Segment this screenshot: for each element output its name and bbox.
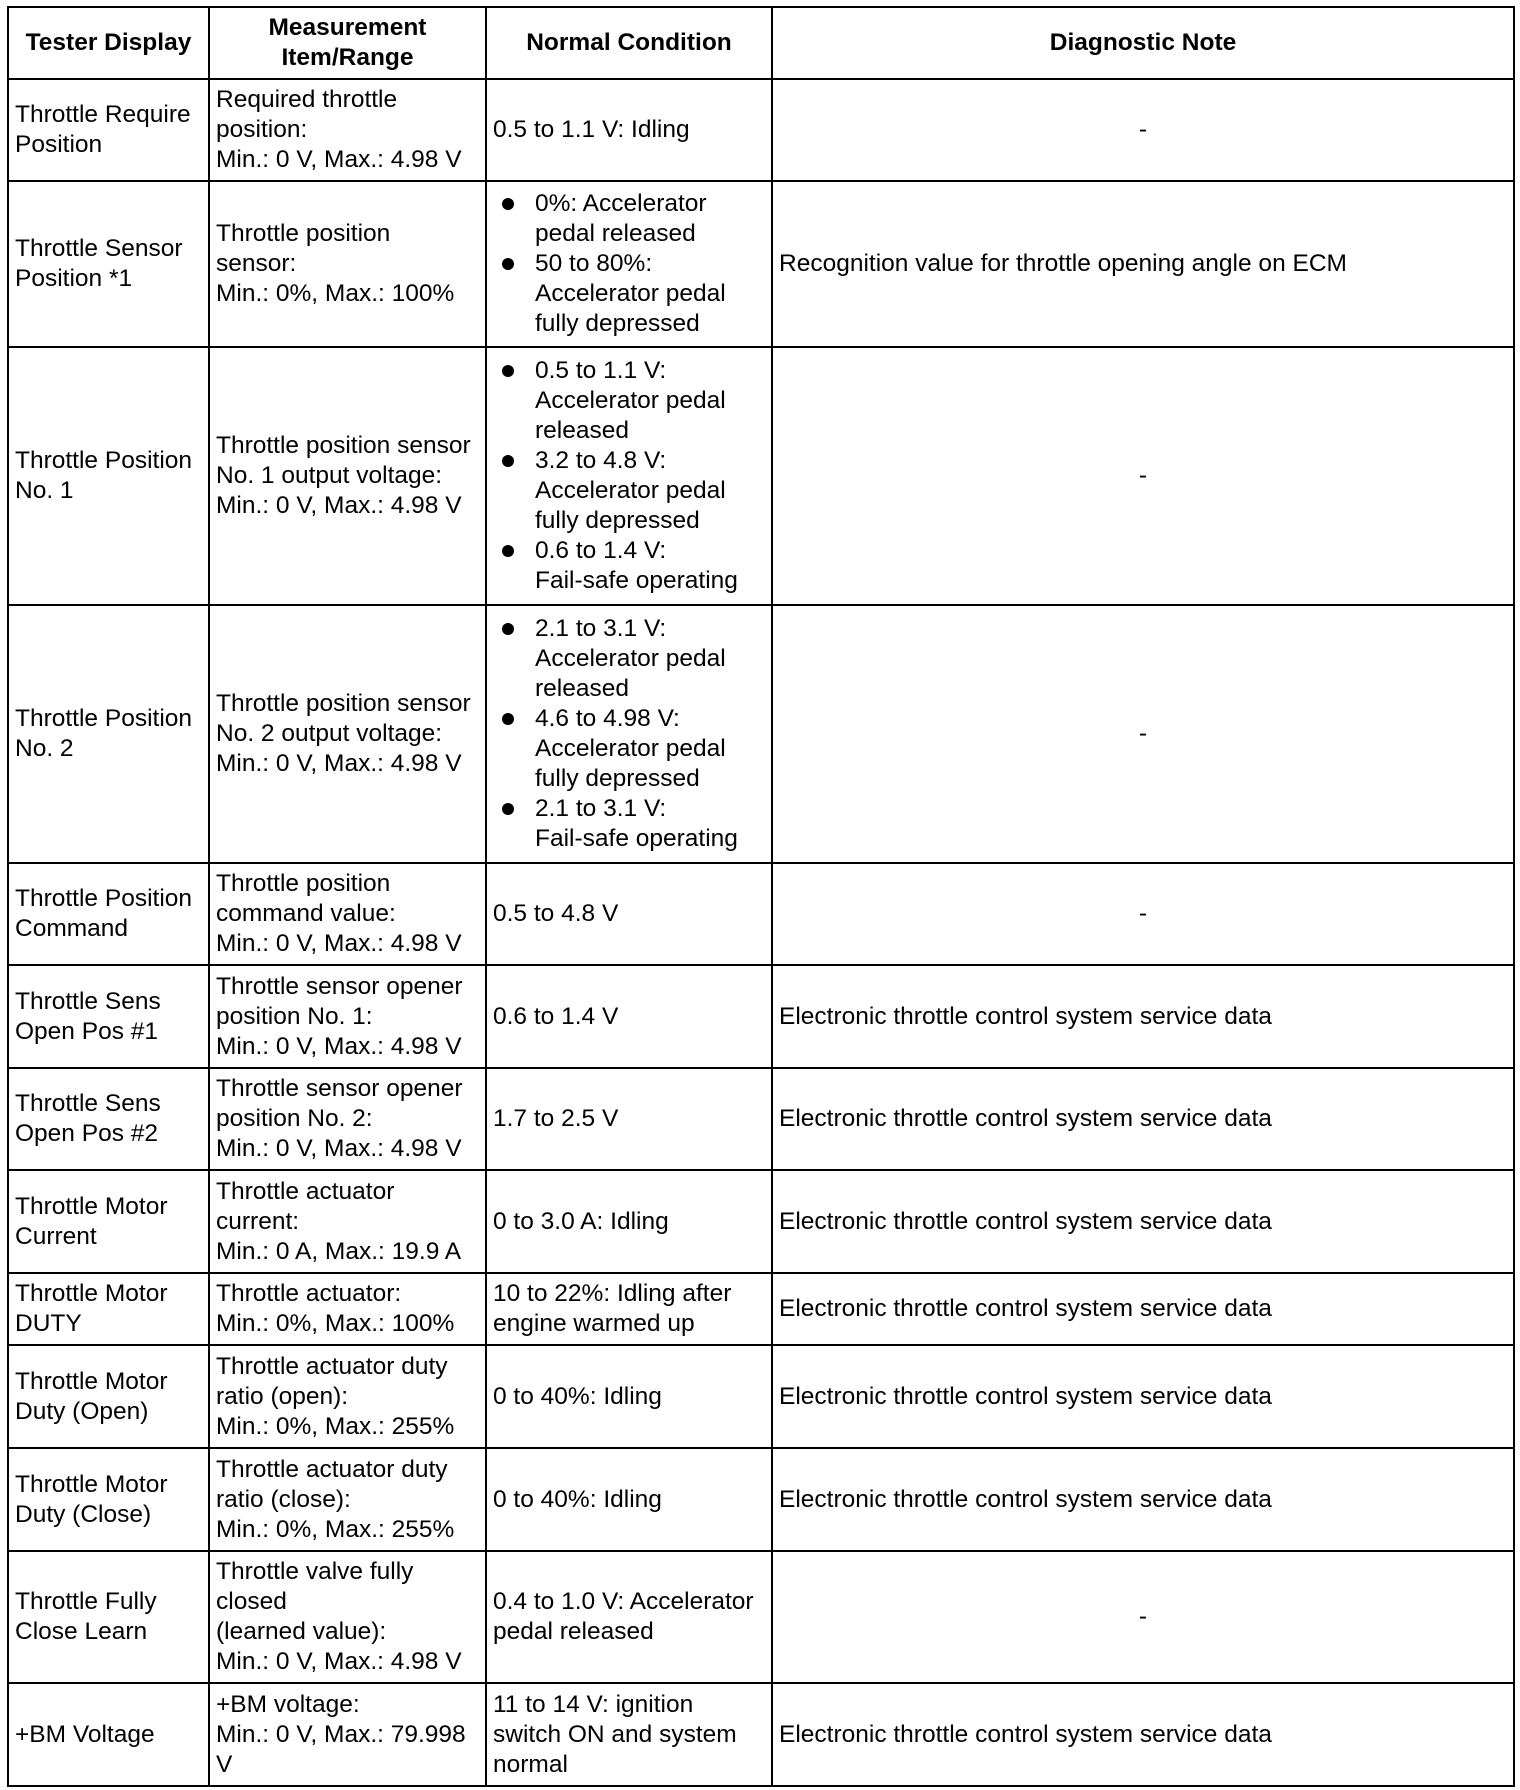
measurement-cell (209, 965, 486, 1068)
measurement-line: Throttle sensor opener (216, 972, 463, 1000)
condition-line: 2.1 to 3.1 V: (535, 795, 667, 822)
tester-display-line: Throttle Motor (15, 1192, 168, 1220)
diagnostic-note-cell: Recognition value for throttle opening angle on ECM (772, 181, 1514, 347)
normal-condition-cell (486, 181, 772, 347)
normal-condition-cell (486, 347, 772, 605)
condition-line: engine warmed up (493, 1310, 695, 1337)
measurement-line: Min.: 0 V, Max.: 4.98 V (216, 1032, 462, 1060)
tester-display-line: Duty (Close) (15, 1500, 152, 1528)
bullet-dot-icon (502, 545, 514, 557)
measurement-line: Throttle actuator duty (216, 1352, 448, 1380)
tester-display-cell (8, 863, 209, 965)
condition-bullet-item (487, 536, 765, 596)
measurement-line: current: (216, 1207, 300, 1235)
table-row (8, 1345, 1514, 1448)
condition-line: 0.6 to 1.4 V: (535, 537, 667, 564)
measurement-cell (209, 1448, 486, 1551)
header-diagnostic-note: Diagnostic Note (772, 7, 1514, 79)
normal-condition-cell: 0.5 to 4.8 V (486, 863, 772, 965)
tester-display-line: Throttle Position (15, 447, 193, 474)
tester-display-line: No. 2 (15, 735, 74, 762)
tester-display-line: Throttle Require (15, 101, 191, 128)
tester-display-line: Current (15, 1222, 97, 1250)
measurement-line: position No. 2: (216, 1105, 373, 1132)
diagnostic-note-cell: Electronic throttle control system service data (772, 1170, 1514, 1273)
measurement-line: Min.: 0 V, Max.: 4.98 V (216, 750, 462, 777)
measurement-line: No. 2 output voltage: (216, 720, 443, 747)
table-row (8, 1273, 1514, 1345)
condition-line: Accelerator pedal (535, 735, 726, 762)
measurement-line: (learned value): (216, 1618, 387, 1645)
condition-line: 3.2 to 4.8 V: (535, 447, 667, 474)
tester-display-line: Open Pos #1 (15, 1017, 159, 1045)
table-row (8, 1068, 1514, 1170)
measurement-line: Throttle position sensor (216, 690, 471, 717)
table-row (8, 965, 1514, 1068)
measurement-line: Throttle position sensor (216, 432, 471, 459)
header-measurement-line: Item/Range (281, 44, 414, 71)
measurement-line: command value: (216, 900, 396, 927)
measurement-line: Min.: 0%, Max.: 100% (216, 1310, 455, 1337)
measurement-line: +BM voltage: (216, 1690, 360, 1718)
condition-bullet-item (487, 446, 765, 536)
table-row (8, 863, 1514, 965)
measurement-line: ratio (close): (216, 1485, 351, 1513)
tester-display-cell (8, 605, 209, 863)
measurement-line: Min.: 0 V, Max.: 4.98 V (216, 146, 462, 173)
condition-line: 11 to 14 V: ignition (493, 1690, 694, 1718)
measurement-line: ratio (open): (216, 1382, 349, 1410)
measurement-line: Throttle actuator (216, 1177, 395, 1205)
measurement-cell (209, 79, 486, 181)
tester-display-line: Throttle Sensor (15, 235, 183, 262)
normal-condition-cell (486, 1273, 772, 1345)
measurement-line: Min.: 0 V, Max.: 4.98 V (216, 930, 462, 957)
tester-display-line: Duty (Open) (15, 1397, 149, 1425)
condition-bullet-item (487, 356, 765, 446)
tester-display-cell (8, 1068, 209, 1170)
bullet-dot-icon (502, 455, 514, 467)
measurement-line: sensor: (216, 250, 297, 277)
tester-display-cell (8, 1273, 209, 1345)
tester-display-line: Throttle Motor (15, 1280, 168, 1307)
condition-line: Accelerator pedal (535, 387, 726, 414)
condition-line: fully depressed (535, 507, 700, 534)
condition-line: switch ON and system (493, 1720, 737, 1748)
measurement-line: position No. 1: (216, 1002, 373, 1030)
measurement-line: Min.: 0%, Max.: 100% (216, 280, 455, 307)
tester-display-line: Command (15, 915, 129, 942)
tester-display-line: Open Pos #2 (15, 1120, 159, 1147)
diagnostic-note-cell: - (772, 79, 1514, 181)
measurement-cell (209, 863, 486, 965)
condition-line: 2.1 to 3.1 V: (535, 615, 667, 642)
tester-display-line: Throttle Motor (15, 1470, 168, 1498)
header-tester-display: Tester Display (8, 7, 209, 79)
measurement-line: No. 1 output voltage: (216, 462, 443, 489)
measurement-cell (209, 1273, 486, 1345)
header-normal-condition: Normal Condition (486, 7, 772, 79)
condition-line: released (535, 417, 629, 444)
tester-display-cell (8, 1551, 209, 1683)
normal-condition-cell: 0 to 40%: Idling (486, 1448, 772, 1551)
table-body (8, 79, 1514, 1786)
header-measurement-item-range (209, 7, 486, 79)
condition-bullet-item (487, 704, 765, 794)
condition-line: 0%: Accelerator (535, 190, 707, 217)
diagnostic-note-cell: Electronic throttle control system service data (772, 1273, 1514, 1345)
normal-condition-cell: 0.5 to 1.1 V: Idling (486, 79, 772, 181)
condition-line: fully depressed (535, 765, 700, 792)
bullet-dot-icon (502, 623, 514, 635)
condition-bullet-item (487, 614, 765, 704)
condition-line: 50 to 80%: (535, 250, 653, 277)
measurement-line: Min.: 0 A, Max.: 19.9 A (216, 1237, 462, 1265)
measurement-cell (209, 1683, 486, 1786)
diagnostic-note-cell: - (772, 863, 1514, 965)
bullet-dot-icon (502, 713, 514, 725)
tester-display-cell (8, 965, 209, 1068)
measurement-line: Throttle position (216, 220, 391, 247)
diagnostic-note-cell: - (772, 347, 1514, 605)
diagnostic-note-cell: - (772, 605, 1514, 863)
measurement-line: closed (216, 1588, 287, 1615)
measurement-line: Min.: 0 V, Max.: 4.98 V (216, 1135, 462, 1162)
tester-display-cell (8, 181, 209, 347)
tester-display-line: Position *1 (15, 265, 133, 292)
diagnostic-note-cell: Electronic throttle control system service data (772, 1683, 1514, 1786)
diagnostic-note-cell: Electronic throttle control system service data (772, 1448, 1514, 1551)
tester-display-line: Throttle Sens (15, 1090, 161, 1117)
tester-display-cell (8, 1683, 209, 1786)
condition-list (487, 356, 765, 596)
condition-line: Fail-safe operating (535, 567, 738, 594)
table-row (8, 1448, 1514, 1551)
measurement-cell (209, 181, 486, 347)
measurement-line: Throttle valve fully (216, 1558, 414, 1585)
table-row (8, 181, 1514, 347)
condition-line: 10 to 22%: Idling after (493, 1280, 732, 1307)
table-row (8, 347, 1514, 605)
tester-display-line: Throttle Sens (15, 987, 161, 1015)
bullet-dot-icon (502, 258, 514, 270)
measurement-line: Min.: 0 V, Max.: 4.98 V (216, 1648, 462, 1675)
bullet-dot-icon (502, 803, 514, 815)
table-row (8, 1683, 1514, 1786)
measurement-cell (209, 1551, 486, 1683)
normal-condition-cell: 1.7 to 2.5 V (486, 1068, 772, 1170)
condition-line: 0.5 to 1.1 V: (535, 357, 667, 384)
tester-display-line: Throttle Position (15, 885, 193, 912)
diagnostic-note-cell: Electronic throttle control system service data (772, 965, 1514, 1068)
condition-line: Accelerator pedal (535, 280, 726, 307)
measurement-cell (209, 347, 486, 605)
measurement-line: Throttle sensor opener (216, 1075, 463, 1102)
condition-line: Accelerator pedal (535, 645, 726, 672)
table-row (8, 1551, 1514, 1683)
diagnostic-note-cell: Electronic throttle control system service data (772, 1345, 1514, 1448)
tester-display-line: +BM Voltage (15, 1720, 155, 1748)
normal-condition-cell: 0.6 to 1.4 V (486, 965, 772, 1068)
measurement-cell (209, 1068, 486, 1170)
tester-display-cell (8, 79, 209, 181)
measurement-cell (209, 1170, 486, 1273)
condition-list (487, 614, 765, 854)
tester-display-line: Throttle Fully (15, 1588, 157, 1615)
tester-display-line: No. 1 (15, 477, 74, 504)
condition-line: Accelerator pedal (535, 477, 726, 504)
bullet-dot-icon (502, 365, 514, 377)
header-row (8, 7, 1514, 79)
measurement-line: position: (216, 116, 308, 143)
condition-bullet-item (487, 249, 765, 339)
tester-display-cell (8, 1448, 209, 1551)
tester-display-cell (8, 347, 209, 605)
normal-condition-cell (486, 1551, 772, 1683)
bullet-dot-icon (502, 198, 514, 210)
condition-bullet-item (487, 794, 765, 854)
condition-line: pedal released (493, 1618, 654, 1645)
condition-line: pedal released (535, 220, 696, 247)
data-list-table (7, 6, 1515, 1787)
normal-condition-cell (486, 605, 772, 863)
condition-list (487, 189, 765, 339)
measurement-line: Throttle actuator duty (216, 1455, 448, 1483)
tester-display-line: Position (15, 131, 103, 158)
condition-line: released (535, 675, 629, 702)
tester-display-line: Throttle Position (15, 705, 193, 732)
measurement-line: Min.: 0 V, Max.: 79.998 (216, 1720, 466, 1748)
table-row (8, 605, 1514, 863)
measurement-line: Min.: 0%, Max.: 255% (216, 1515, 455, 1543)
measurement-cell (209, 1345, 486, 1448)
condition-line: normal (493, 1750, 568, 1778)
tester-display-cell (8, 1170, 209, 1273)
measurement-line: V (216, 1750, 233, 1778)
tester-display-line: Throttle Motor (15, 1367, 168, 1395)
tester-display-line: DUTY (15, 1310, 82, 1337)
header-measurement-line: Measurement (268, 14, 427, 41)
diagnostic-note-cell: - (772, 1551, 1514, 1683)
measurement-line: Required throttle (216, 86, 398, 113)
normal-condition-cell: 0 to 40%: Idling (486, 1345, 772, 1448)
table-row (8, 1170, 1514, 1273)
measurement-line: Min.: 0 V, Max.: 4.98 V (216, 492, 462, 519)
normal-condition-cell: 0 to 3.0 A: Idling (486, 1170, 772, 1273)
tester-display-cell (8, 1345, 209, 1448)
condition-bullet-item (487, 189, 765, 249)
table-row (8, 79, 1514, 181)
condition-line: 0.4 to 1.0 V: Accelerator (493, 1588, 754, 1615)
measurement-line: Throttle actuator: (216, 1280, 402, 1307)
measurement-line: Throttle position (216, 870, 391, 897)
condition-line: 4.6 to 4.98 V: (535, 705, 680, 732)
condition-line: fully depressed (535, 310, 700, 337)
measurement-cell (209, 605, 486, 863)
normal-condition-cell (486, 1683, 772, 1786)
diagnostic-note-cell: Electronic throttle control system service data (772, 1068, 1514, 1170)
tester-display-line: Close Learn (15, 1618, 148, 1645)
condition-line: Fail-safe operating (535, 825, 738, 852)
measurement-line: Min.: 0%, Max.: 255% (216, 1412, 455, 1440)
